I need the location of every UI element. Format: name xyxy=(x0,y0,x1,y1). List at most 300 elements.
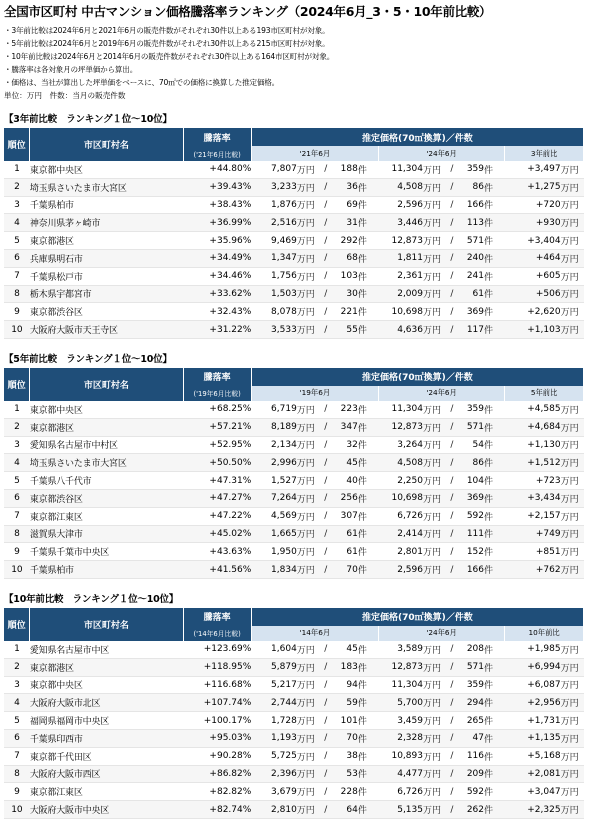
table-row xyxy=(4,507,584,525)
city-cell: 滋賀県大津市 xyxy=(30,525,183,543)
table-row xyxy=(4,658,584,676)
slash: / xyxy=(446,178,458,196)
table-row xyxy=(4,196,584,214)
count-unit: 件 xyxy=(358,303,379,321)
count-unit: 件 xyxy=(484,489,505,507)
city-cell: 栃木県宇都宮市 xyxy=(30,285,183,303)
price-header: 推定価格(70㎡換算)／件数 xyxy=(251,608,583,626)
yen-unit: 万円 xyxy=(423,285,446,303)
count-unit: 件 xyxy=(484,641,505,658)
table-row xyxy=(4,436,584,454)
current-count-cell: 152 xyxy=(458,543,484,561)
change-cell: +3,047 xyxy=(505,783,561,801)
current-count-cell: 571 xyxy=(458,232,484,250)
yen-unit: 万円 xyxy=(297,783,320,801)
current-count-cell: 61 xyxy=(458,285,484,303)
city-header: 市区町村名 xyxy=(30,608,183,641)
yen-unit: 万円 xyxy=(423,783,446,801)
count-unit: 件 xyxy=(358,489,379,507)
table-row xyxy=(4,694,584,712)
yen-unit: 万円 xyxy=(423,267,446,285)
yen-unit: 万円 xyxy=(423,525,446,543)
rate-cell: +44.80% xyxy=(183,161,251,178)
yen-unit: 万円 xyxy=(423,561,446,579)
current-price-cell: 11,304 xyxy=(379,676,423,694)
yen-unit: 万円 xyxy=(297,436,320,454)
past-price-cell: 6,719 xyxy=(251,401,297,418)
yen-unit: 万円 xyxy=(423,321,446,339)
count-unit: 件 xyxy=(484,507,505,525)
slash: / xyxy=(446,712,458,730)
past-count-cell: 59 xyxy=(332,694,358,712)
current-price-cell: 11,304 xyxy=(379,401,423,418)
yen-unit: 万円 xyxy=(423,196,446,214)
city-cell: 神奈川県茅ヶ崎市 xyxy=(30,214,183,232)
past-price-cell: 1,604 xyxy=(251,641,297,658)
count-unit: 件 xyxy=(484,658,505,676)
yen-unit: 万円 xyxy=(423,658,446,676)
note-line: ・騰落率は各対象月の坪単価から算出。 xyxy=(4,65,138,74)
section-title: 【3年前比較 ランキング１位～10位】 xyxy=(4,114,172,125)
city-header: 市区町村名 xyxy=(30,368,183,401)
count-unit: 件 xyxy=(358,267,379,285)
rank-cell: 2 xyxy=(4,178,30,196)
slash: / xyxy=(320,783,332,801)
table-row xyxy=(4,303,584,321)
rank-cell: 1 xyxy=(4,161,30,178)
slash: / xyxy=(446,161,458,178)
yen-unit: 万円 xyxy=(561,507,584,525)
count-unit: 件 xyxy=(484,712,505,730)
yen-unit: 万円 xyxy=(561,543,584,561)
yen-unit: 万円 xyxy=(561,196,584,214)
city-cell: 兵庫県明石市 xyxy=(30,249,183,267)
current-count-cell: 116 xyxy=(458,747,484,765)
count-unit: 件 xyxy=(484,267,505,285)
change-cell: +930 xyxy=(505,214,561,232)
table-row xyxy=(4,561,584,579)
city-cell: 東京都江東区 xyxy=(30,783,183,801)
slash: / xyxy=(446,489,458,507)
rank-cell: 6 xyxy=(4,249,30,267)
slash: / xyxy=(446,676,458,694)
city-cell: 愛知県名古屋市中区 xyxy=(30,641,183,658)
slash: / xyxy=(320,543,332,561)
change-cell: +1,985 xyxy=(505,641,561,658)
past-price-cell: 1,756 xyxy=(251,267,297,285)
rank-cell: 3 xyxy=(4,196,30,214)
past-count-cell: 30 xyxy=(332,285,358,303)
count-unit: 件 xyxy=(484,436,505,454)
note-line: ・10年前比較は2024年6月と2014年6月の販売件数がそれぞれ30件以上ある164市区町村が対象。 xyxy=(4,52,335,61)
yen-unit: 万円 xyxy=(297,196,320,214)
count-unit: 件 xyxy=(484,676,505,694)
slash: / xyxy=(320,676,332,694)
count-unit: 件 xyxy=(358,454,379,472)
change-cell: +1,135 xyxy=(505,729,561,747)
past-count-cell: 32 xyxy=(332,436,358,454)
count-unit: 件 xyxy=(358,712,379,730)
city-cell: 東京都中央区 xyxy=(30,676,183,694)
rank-cell: 4 xyxy=(4,454,30,472)
current-price-cell: 5,700 xyxy=(379,694,423,712)
yen-unit: 万円 xyxy=(423,178,446,196)
yen-unit: 万円 xyxy=(297,232,320,250)
table-row xyxy=(4,472,584,490)
rate-cell: +95.03% xyxy=(183,729,251,747)
yen-unit: 万円 xyxy=(561,161,584,178)
rank-cell: 8 xyxy=(4,285,30,303)
yen-unit: 万円 xyxy=(297,658,320,676)
slash: / xyxy=(320,641,332,658)
past-price-cell: 8,189 xyxy=(251,418,297,436)
slash: / xyxy=(446,694,458,712)
past-count-cell: 103 xyxy=(332,267,358,285)
yen-unit: 万円 xyxy=(561,321,584,339)
past-price-cell: 9,469 xyxy=(251,232,297,250)
rate-cell: +82.74% xyxy=(183,801,251,819)
section-title: 【5年前比較 ランキング１位～10位】 xyxy=(4,353,172,365)
table-row xyxy=(4,489,584,507)
current-price-cell: 4,636 xyxy=(379,321,423,339)
rank-cell: 9 xyxy=(4,543,30,561)
yen-unit: 万円 xyxy=(423,454,446,472)
city-cell: 千葉県柏市 xyxy=(30,196,183,214)
past-price-cell: 5,879 xyxy=(251,658,297,676)
current-price-cell: 3,446 xyxy=(379,214,423,232)
table-row xyxy=(4,729,584,747)
slash: / xyxy=(320,507,332,525)
table-row xyxy=(4,401,584,418)
current-price-cell: 11,304 xyxy=(379,161,423,178)
count-unit: 件 xyxy=(358,561,379,579)
unit-line: 単位：万円 件数：当月の販売件数 xyxy=(4,91,126,100)
yen-unit: 万円 xyxy=(423,801,446,819)
count-unit: 件 xyxy=(484,543,505,561)
rank-cell: 7 xyxy=(4,507,30,525)
past-count-cell: 55 xyxy=(332,321,358,339)
yen-unit: 万円 xyxy=(561,658,584,676)
count-unit: 件 xyxy=(484,178,505,196)
past-price-cell: 3,533 xyxy=(251,321,297,339)
count-unit: 件 xyxy=(358,676,379,694)
slash: / xyxy=(446,196,458,214)
rate-header: 騰落率 xyxy=(183,368,251,386)
count-unit: 件 xyxy=(358,321,379,339)
yen-unit: 万円 xyxy=(561,249,584,267)
table-row xyxy=(4,747,584,765)
current-price-cell: 12,873 xyxy=(379,418,423,436)
slash: / xyxy=(320,418,332,436)
change-cell: +1,103 xyxy=(505,321,561,339)
past-price-cell: 1,193 xyxy=(251,729,297,747)
change-cell: +749 xyxy=(505,525,561,543)
slash: / xyxy=(446,525,458,543)
table-row xyxy=(4,641,584,658)
rate-cell: +47.31% xyxy=(183,472,251,490)
count-unit: 件 xyxy=(484,783,505,801)
rate-cell: +43.63% xyxy=(183,543,251,561)
yen-unit: 万円 xyxy=(561,676,584,694)
count-unit: 件 xyxy=(484,765,505,783)
current-count-cell: 592 xyxy=(458,783,484,801)
section-title: 【10年前比較 ランキング１位～10位】 xyxy=(4,593,179,605)
change-cell: +1,275 xyxy=(505,178,561,196)
rank-cell: 9 xyxy=(4,783,30,801)
past-count-cell: 61 xyxy=(332,543,358,561)
note-line: ・5年前比較は2024年6月と2019年6月の販売件数がそれぞれ30件以上ある215市区町村が対象。 xyxy=(4,39,330,48)
table-row xyxy=(4,321,584,339)
past-count-cell: 45 xyxy=(332,641,358,658)
past-price-cell: 1,728 xyxy=(251,712,297,730)
count-unit: 件 xyxy=(358,801,379,819)
slash: / xyxy=(320,801,332,819)
yen-unit: 万円 xyxy=(297,161,320,178)
rank-cell: 10 xyxy=(4,561,30,579)
yen-unit: 万円 xyxy=(423,303,446,321)
yen-unit: 万円 xyxy=(561,489,584,507)
table-row xyxy=(4,161,584,178)
rate-header: 騰落率 xyxy=(183,608,251,626)
yen-unit: 万円 xyxy=(297,694,320,712)
table-row xyxy=(4,418,584,436)
yen-unit: 万円 xyxy=(561,783,584,801)
past-month-header: '21年6月 xyxy=(251,146,378,161)
change-cell: +464 xyxy=(505,249,561,267)
rank-cell: 10 xyxy=(4,801,30,819)
past-price-cell: 2,810 xyxy=(251,801,297,819)
count-unit: 件 xyxy=(358,249,379,267)
rank-cell: 5 xyxy=(4,232,30,250)
count-unit: 件 xyxy=(484,418,505,436)
current-count-cell: 294 xyxy=(458,694,484,712)
past-price-cell: 1,876 xyxy=(251,196,297,214)
slash: / xyxy=(446,472,458,490)
page-title: 全国市区町村 中古マンション価格騰落率ランキング（2024年6月_3・5・10年前比較） xyxy=(4,4,492,19)
yen-unit: 万円 xyxy=(423,712,446,730)
yen-unit: 万円 xyxy=(297,267,320,285)
rate-cell: +57.21% xyxy=(183,418,251,436)
slash: / xyxy=(320,178,332,196)
past-count-cell: 40 xyxy=(332,472,358,490)
count-unit: 件 xyxy=(358,214,379,232)
rate-cell: +123.69% xyxy=(183,641,251,658)
past-price-cell: 2,396 xyxy=(251,765,297,783)
change-cell: +3,497 xyxy=(505,161,561,178)
slash: / xyxy=(320,285,332,303)
count-unit: 件 xyxy=(484,321,505,339)
yen-unit: 万円 xyxy=(561,267,584,285)
slash: / xyxy=(446,641,458,658)
slash: / xyxy=(446,303,458,321)
rank-cell: 3 xyxy=(4,436,30,454)
change-cell: +6,087 xyxy=(505,676,561,694)
current-price-cell: 3,264 xyxy=(379,436,423,454)
rate-cell: +82.82% xyxy=(183,783,251,801)
slash: / xyxy=(446,783,458,801)
yen-unit: 万円 xyxy=(423,641,446,658)
city-cell: 東京都渋谷区 xyxy=(30,489,183,507)
yen-unit: 万円 xyxy=(297,543,320,561)
past-price-cell: 8,078 xyxy=(251,303,297,321)
city-cell: 千葉県印西市 xyxy=(30,729,183,747)
past-price-cell: 2,744 xyxy=(251,694,297,712)
city-cell: 東京都江東区 xyxy=(30,507,183,525)
current-count-cell: 262 xyxy=(458,801,484,819)
current-price-cell: 5,135 xyxy=(379,801,423,819)
slash: / xyxy=(446,801,458,819)
yen-unit: 万円 xyxy=(297,401,320,418)
rate-header: 騰落率 xyxy=(183,128,251,146)
current-price-cell: 4,508 xyxy=(379,178,423,196)
count-unit: 件 xyxy=(484,801,505,819)
change-cell: +762 xyxy=(505,561,561,579)
change-cell: +5,168 xyxy=(505,747,561,765)
city-cell: 千葉県千葉市中央区 xyxy=(30,543,183,561)
change-cell: +3,404 xyxy=(505,232,561,250)
change-cell: +851 xyxy=(505,543,561,561)
table-row xyxy=(4,454,584,472)
yen-unit: 万円 xyxy=(297,561,320,579)
past-price-cell: 4,569 xyxy=(251,507,297,525)
slash: / xyxy=(320,729,332,747)
past-count-cell: 183 xyxy=(332,658,358,676)
count-unit: 件 xyxy=(358,196,379,214)
past-price-cell: 2,134 xyxy=(251,436,297,454)
current-price-cell: 2,361 xyxy=(379,267,423,285)
slash: / xyxy=(446,454,458,472)
slash: / xyxy=(446,321,458,339)
rate-cell: +45.02% xyxy=(183,525,251,543)
yen-unit: 万円 xyxy=(423,765,446,783)
city-cell: 千葉県松戸市 xyxy=(30,267,183,285)
rate-cell: +38.43% xyxy=(183,196,251,214)
past-price-cell: 1,503 xyxy=(251,285,297,303)
city-cell: 千葉県八千代市 xyxy=(30,472,183,490)
current-count-cell: 369 xyxy=(458,489,484,507)
count-unit: 件 xyxy=(358,525,379,543)
slash: / xyxy=(446,561,458,579)
change-cell: +2,325 xyxy=(505,801,561,819)
current-count-cell: 369 xyxy=(458,303,484,321)
past-price-cell: 1,834 xyxy=(251,561,297,579)
rate-cell: +32.43% xyxy=(183,303,251,321)
count-unit: 件 xyxy=(358,178,379,196)
past-count-cell: 53 xyxy=(332,765,358,783)
slash: / xyxy=(446,747,458,765)
rank-cell: 4 xyxy=(4,694,30,712)
current-price-cell: 2,801 xyxy=(379,543,423,561)
yen-unit: 万円 xyxy=(297,214,320,232)
change-header: 3年前比 xyxy=(505,146,584,161)
count-unit: 件 xyxy=(358,507,379,525)
city-cell: 大阪府大阪市中央区 xyxy=(30,801,183,819)
rank-cell: 3 xyxy=(4,676,30,694)
slash: / xyxy=(446,249,458,267)
yen-unit: 万円 xyxy=(561,178,584,196)
yen-unit: 万円 xyxy=(297,641,320,658)
rank-cell: 2 xyxy=(4,418,30,436)
yen-unit: 万円 xyxy=(297,507,320,525)
rate-cell: +34.46% xyxy=(183,267,251,285)
rank-cell: 7 xyxy=(4,747,30,765)
past-count-cell: 256 xyxy=(332,489,358,507)
past-count-cell: 221 xyxy=(332,303,358,321)
past-price-cell: 7,264 xyxy=(251,489,297,507)
change-header: 5年前比 xyxy=(505,386,584,401)
yen-unit: 万円 xyxy=(423,249,446,267)
note-line: ・価格は、当社が算出した坪単価をベースに、70㎡での価格に換算した推定価格。 xyxy=(4,78,280,87)
current-price-cell: 4,477 xyxy=(379,765,423,783)
change-cell: +2,157 xyxy=(505,507,561,525)
slash: / xyxy=(320,525,332,543)
yen-unit: 万円 xyxy=(423,543,446,561)
past-count-cell: 69 xyxy=(332,196,358,214)
count-unit: 件 xyxy=(358,694,379,712)
yen-unit: 万円 xyxy=(297,747,320,765)
yen-unit: 万円 xyxy=(561,561,584,579)
slash: / xyxy=(320,561,332,579)
rank-cell: 5 xyxy=(4,712,30,730)
rate-subheader: ('14年6月比較) xyxy=(183,626,251,641)
city-cell: 大阪府大阪市天王寺区 xyxy=(30,321,183,339)
city-cell: 東京都中央区 xyxy=(30,161,183,178)
yen-unit: 万円 xyxy=(561,765,584,783)
rate-cell: +107.74% xyxy=(183,694,251,712)
slash: / xyxy=(320,658,332,676)
ranking-table xyxy=(4,128,584,339)
current-count-cell: 86 xyxy=(458,454,484,472)
yen-unit: 万円 xyxy=(297,489,320,507)
current-count-cell: 592 xyxy=(458,507,484,525)
slash: / xyxy=(446,765,458,783)
change-cell: +506 xyxy=(505,285,561,303)
slash: / xyxy=(446,436,458,454)
city-cell: 埼玉県さいたま市大宮区 xyxy=(30,178,183,196)
rate-cell: +50.50% xyxy=(183,454,251,472)
table-row xyxy=(4,801,584,819)
current-price-cell: 12,873 xyxy=(379,658,423,676)
slash: / xyxy=(446,401,458,418)
slash: / xyxy=(320,321,332,339)
current-price-cell: 2,250 xyxy=(379,472,423,490)
rate-cell: +116.68% xyxy=(183,676,251,694)
current-price-cell: 1,811 xyxy=(379,249,423,267)
table-row xyxy=(4,267,584,285)
rate-cell: +47.22% xyxy=(183,507,251,525)
city-cell: 大阪府大阪市西区 xyxy=(30,765,183,783)
rank-cell: 8 xyxy=(4,525,30,543)
past-price-cell: 5,725 xyxy=(251,747,297,765)
change-cell: +605 xyxy=(505,267,561,285)
city-cell: 東京都中央区 xyxy=(30,401,183,418)
yen-unit: 万円 xyxy=(561,472,584,490)
rate-cell: +86.82% xyxy=(183,765,251,783)
rate-cell: +90.28% xyxy=(183,747,251,765)
past-price-cell: 2,516 xyxy=(251,214,297,232)
yen-unit: 万円 xyxy=(561,712,584,730)
yen-unit: 万円 xyxy=(561,641,584,658)
yen-unit: 万円 xyxy=(297,454,320,472)
yen-unit: 万円 xyxy=(561,801,584,819)
yen-unit: 万円 xyxy=(297,472,320,490)
slash: / xyxy=(320,267,332,285)
change-cell: +4,684 xyxy=(505,418,561,436)
slash: / xyxy=(320,454,332,472)
current-price-cell: 2,328 xyxy=(379,729,423,747)
rate-subheader: ('19年6月比較) xyxy=(183,386,251,401)
rank-cell: 1 xyxy=(4,401,30,418)
